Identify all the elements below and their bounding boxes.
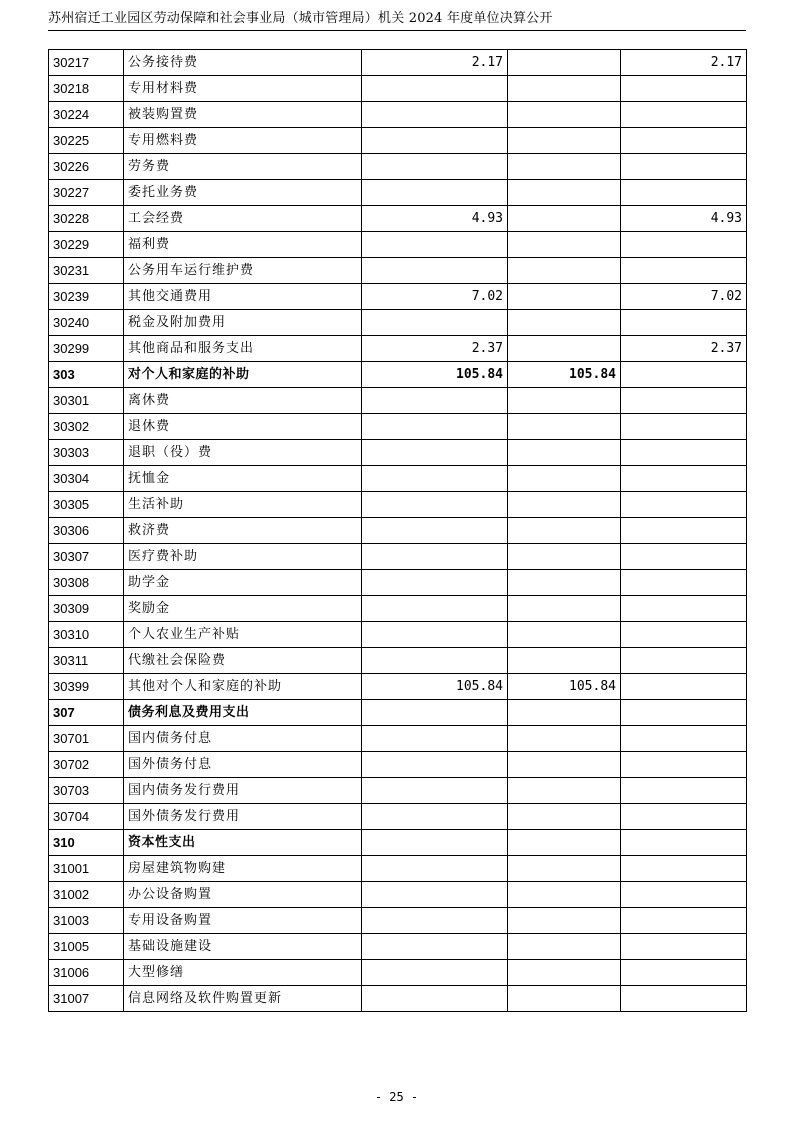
row-code-cell: 303 xyxy=(49,362,124,388)
row-amount-project-cell xyxy=(621,986,747,1012)
row-name-cell: 助学金 xyxy=(124,570,362,596)
row-amount-project-cell xyxy=(621,726,747,752)
row-amount-basic-cell xyxy=(508,388,621,414)
row-amount-total-cell xyxy=(362,908,508,934)
row-amount-basic-cell xyxy=(508,544,621,570)
row-amount-basic-cell xyxy=(508,492,621,518)
row-amount-total-cell: 2.17 xyxy=(362,50,508,76)
row-name-cell: 大型修缮 xyxy=(124,960,362,986)
row-amount-project-cell xyxy=(621,440,747,466)
row-amount-project-cell xyxy=(621,622,747,648)
row-name-cell: 离休费 xyxy=(124,388,362,414)
row-amount-total-cell xyxy=(362,882,508,908)
row-amount-total-cell xyxy=(362,778,508,804)
row-amount-basic-cell xyxy=(508,128,621,154)
row-amount-basic-cell xyxy=(508,76,621,102)
row-amount-total-cell xyxy=(362,492,508,518)
row-name-cell: 国内债务发行费用 xyxy=(124,778,362,804)
table-row xyxy=(49,934,747,960)
row-amount-basic-cell xyxy=(508,440,621,466)
expenditure-table xyxy=(48,49,747,1012)
row-amount-project-cell xyxy=(621,388,747,414)
row-amount-project-cell xyxy=(621,258,747,284)
row-amount-basic-cell xyxy=(508,284,621,310)
row-amount-project-cell: 7.02 xyxy=(621,284,747,310)
row-amount-project-cell xyxy=(621,804,747,830)
row-amount-project-cell xyxy=(621,414,747,440)
row-code-cell: 30303 xyxy=(49,440,124,466)
table-row xyxy=(49,648,747,674)
row-name-cell: 劳务费 xyxy=(124,154,362,180)
row-amount-project-cell xyxy=(621,778,747,804)
row-amount-total-cell xyxy=(362,856,508,882)
row-amount-basic-cell xyxy=(508,180,621,206)
table-row xyxy=(49,622,747,648)
table-row xyxy=(49,336,747,362)
table-row xyxy=(49,440,747,466)
row-amount-total-cell xyxy=(362,934,508,960)
row-name-cell: 房屋建筑物购建 xyxy=(124,856,362,882)
row-code-cell: 31006 xyxy=(49,960,124,986)
table-row xyxy=(49,76,747,102)
row-amount-basic-cell xyxy=(508,778,621,804)
row-amount-basic-cell xyxy=(508,596,621,622)
row-amount-project-cell xyxy=(621,128,747,154)
table-row xyxy=(49,50,747,76)
row-amount-project-cell xyxy=(621,700,747,726)
row-amount-total-cell xyxy=(362,440,508,466)
table-row xyxy=(49,752,747,778)
row-code-cell: 30217 xyxy=(49,50,124,76)
row-name-cell: 退职（役）费 xyxy=(124,440,362,466)
row-name-cell: 退休费 xyxy=(124,414,362,440)
header-rule xyxy=(48,30,746,31)
row-amount-project-cell xyxy=(621,76,747,102)
row-name-cell: 医疗费补助 xyxy=(124,544,362,570)
row-name-cell: 抚恤金 xyxy=(124,466,362,492)
row-code-cell: 30218 xyxy=(49,76,124,102)
row-name-cell: 其他商品和服务支出 xyxy=(124,336,362,362)
row-amount-basic-cell xyxy=(508,622,621,648)
row-amount-project-cell xyxy=(621,492,747,518)
row-code-cell: 30701 xyxy=(49,726,124,752)
row-code-cell: 31001 xyxy=(49,856,124,882)
row-amount-total-cell xyxy=(362,388,508,414)
row-amount-project-cell xyxy=(621,570,747,596)
row-name-cell: 专用材料费 xyxy=(124,76,362,102)
row-amount-project-cell: 4.93 xyxy=(621,206,747,232)
table-row xyxy=(49,726,747,752)
table-row xyxy=(49,544,747,570)
row-amount-project-cell xyxy=(621,310,747,336)
row-code-cell: 30308 xyxy=(49,570,124,596)
row-amount-project-cell xyxy=(621,544,747,570)
row-amount-total-cell xyxy=(362,622,508,648)
table-row xyxy=(49,908,747,934)
row-code-cell: 30304 xyxy=(49,466,124,492)
row-amount-basic-cell xyxy=(508,336,621,362)
row-name-cell: 债务利息及费用支出 xyxy=(124,700,362,726)
row-amount-total-cell: 4.93 xyxy=(362,206,508,232)
table-row xyxy=(49,180,747,206)
row-name-cell: 公务用车运行维护费 xyxy=(124,258,362,284)
row-amount-total-cell xyxy=(362,960,508,986)
row-amount-total-cell xyxy=(362,180,508,206)
row-code-cell: 30240 xyxy=(49,310,124,336)
row-code-cell: 30704 xyxy=(49,804,124,830)
row-name-cell: 生活补助 xyxy=(124,492,362,518)
row-code-cell: 307 xyxy=(49,700,124,726)
row-amount-total-cell xyxy=(362,570,508,596)
row-name-cell: 信息网络及软件购置更新 xyxy=(124,986,362,1012)
table-row xyxy=(49,882,747,908)
row-amount-total-cell: 2.37 xyxy=(362,336,508,362)
row-amount-basic-cell xyxy=(508,908,621,934)
row-code-cell: 30224 xyxy=(49,102,124,128)
row-code-cell: 31002 xyxy=(49,882,124,908)
row-amount-total-cell xyxy=(362,804,508,830)
row-amount-total-cell xyxy=(362,700,508,726)
row-amount-total-cell xyxy=(362,544,508,570)
row-amount-project-cell xyxy=(621,648,747,674)
row-code-cell: 31007 xyxy=(49,986,124,1012)
row-code-cell: 30228 xyxy=(49,206,124,232)
row-amount-total-cell xyxy=(362,466,508,492)
row-amount-total-cell xyxy=(362,310,508,336)
row-name-cell: 办公设备购置 xyxy=(124,882,362,908)
table-row xyxy=(49,232,747,258)
row-name-cell: 基础设施建设 xyxy=(124,934,362,960)
table-row xyxy=(49,284,747,310)
row-amount-total-cell xyxy=(362,102,508,128)
row-amount-total-cell xyxy=(362,232,508,258)
row-amount-project-cell xyxy=(621,934,747,960)
row-code-cell: 30703 xyxy=(49,778,124,804)
row-name-cell: 资本性支出 xyxy=(124,830,362,856)
row-amount-total-cell xyxy=(362,986,508,1012)
row-name-cell: 福利费 xyxy=(124,232,362,258)
row-amount-project-cell xyxy=(621,232,747,258)
row-code-cell: 30307 xyxy=(49,544,124,570)
row-code-cell: 30305 xyxy=(49,492,124,518)
row-amount-total-cell xyxy=(362,414,508,440)
row-code-cell: 30399 xyxy=(49,674,124,700)
table-row xyxy=(49,414,747,440)
row-code-cell: 31003 xyxy=(49,908,124,934)
table-row xyxy=(49,466,747,492)
table-row xyxy=(49,518,747,544)
row-code-cell: 30299 xyxy=(49,336,124,362)
row-code-cell: 30225 xyxy=(49,128,124,154)
row-amount-project-cell xyxy=(621,362,747,388)
row-amount-basic-cell xyxy=(508,466,621,492)
row-name-cell: 公务接待费 xyxy=(124,50,362,76)
row-amount-project-cell xyxy=(621,466,747,492)
row-name-cell: 委托业务费 xyxy=(124,180,362,206)
row-amount-basic-cell xyxy=(508,648,621,674)
row-name-cell: 被装购置费 xyxy=(124,102,362,128)
row-amount-basic-cell xyxy=(508,232,621,258)
table-group-row xyxy=(49,362,747,388)
row-amount-total-cell xyxy=(362,154,508,180)
row-name-cell: 工会经费 xyxy=(124,206,362,232)
table-row xyxy=(49,128,747,154)
table-row xyxy=(49,804,747,830)
row-name-cell: 税金及附加费用 xyxy=(124,310,362,336)
table-row xyxy=(49,388,747,414)
row-code-cell: 30302 xyxy=(49,414,124,440)
row-amount-project-cell xyxy=(621,882,747,908)
row-amount-total-cell xyxy=(362,726,508,752)
row-name-cell: 国外债务发行费用 xyxy=(124,804,362,830)
document-header-title: 苏州宿迁工业园区劳动保障和社会事业局（城市管理局）机关 2024 年度单位决算公开 xyxy=(48,11,553,26)
row-code-cell: 30227 xyxy=(49,180,124,206)
row-amount-basic-cell: 105.84 xyxy=(508,674,621,700)
table-group-row xyxy=(49,830,747,856)
table-row xyxy=(49,492,747,518)
row-name-cell: 国内债务付息 xyxy=(124,726,362,752)
table-row xyxy=(49,154,747,180)
row-amount-total-cell xyxy=(362,76,508,102)
expenditure-table-body xyxy=(49,50,747,1012)
row-amount-total-cell xyxy=(362,596,508,622)
row-amount-total-cell xyxy=(362,830,508,856)
row-amount-project-cell xyxy=(621,752,747,778)
row-amount-basic-cell xyxy=(508,570,621,596)
row-name-cell: 国外债务付息 xyxy=(124,752,362,778)
row-amount-basic-cell xyxy=(508,518,621,544)
row-amount-basic-cell xyxy=(508,414,621,440)
row-amount-basic-cell xyxy=(508,934,621,960)
row-name-cell: 其他对个人和家庭的补助 xyxy=(124,674,362,700)
row-amount-total-cell: 105.84 xyxy=(362,674,508,700)
row-amount-basic-cell: 105.84 xyxy=(508,362,621,388)
table-row xyxy=(49,986,747,1012)
row-amount-basic-cell xyxy=(508,882,621,908)
row-amount-project-cell xyxy=(621,180,747,206)
row-amount-basic-cell xyxy=(508,726,621,752)
table-row xyxy=(49,674,747,700)
row-amount-basic-cell xyxy=(508,752,621,778)
row-code-cell: 30229 xyxy=(49,232,124,258)
row-amount-basic-cell xyxy=(508,700,621,726)
table-row xyxy=(49,310,747,336)
row-amount-project-cell xyxy=(621,102,747,128)
row-amount-basic-cell xyxy=(508,258,621,284)
row-amount-basic-cell xyxy=(508,986,621,1012)
row-code-cell: 30231 xyxy=(49,258,124,284)
row-amount-total-cell xyxy=(362,128,508,154)
table-row xyxy=(49,206,747,232)
table-row xyxy=(49,960,747,986)
row-amount-total-cell xyxy=(362,258,508,284)
table-row xyxy=(49,778,747,804)
row-amount-project-cell xyxy=(621,518,747,544)
row-name-cell: 个人农业生产补贴 xyxy=(124,622,362,648)
row-amount-project-cell xyxy=(621,960,747,986)
row-name-cell: 专用设备购置 xyxy=(124,908,362,934)
row-amount-project-cell xyxy=(621,154,747,180)
row-name-cell: 代缴社会保险费 xyxy=(124,648,362,674)
row-amount-project-cell xyxy=(621,596,747,622)
row-name-cell: 救济费 xyxy=(124,518,362,544)
row-amount-basic-cell xyxy=(508,310,621,336)
row-code-cell: 30306 xyxy=(49,518,124,544)
table-row xyxy=(49,856,747,882)
page-number: - 25 - xyxy=(374,1090,419,1104)
row-code-cell: 310 xyxy=(49,830,124,856)
row-amount-total-cell xyxy=(362,752,508,778)
row-name-cell: 奖励金 xyxy=(124,596,362,622)
table-row xyxy=(49,258,747,284)
row-amount-basic-cell xyxy=(508,102,621,128)
row-amount-project-cell: 2.17 xyxy=(621,50,747,76)
table-row xyxy=(49,570,747,596)
row-code-cell: 30702 xyxy=(49,752,124,778)
row-amount-project-cell: 2.37 xyxy=(621,336,747,362)
row-name-cell: 对个人和家庭的补助 xyxy=(124,362,362,388)
row-code-cell: 30309 xyxy=(49,596,124,622)
row-amount-basic-cell xyxy=(508,830,621,856)
row-name-cell: 专用燃料费 xyxy=(124,128,362,154)
table-row xyxy=(49,596,747,622)
row-amount-project-cell xyxy=(621,830,747,856)
table-row xyxy=(49,102,747,128)
table-group-row xyxy=(49,700,747,726)
row-code-cell: 30301 xyxy=(49,388,124,414)
row-code-cell: 30311 xyxy=(49,648,124,674)
row-amount-basic-cell xyxy=(508,50,621,76)
row-amount-basic-cell xyxy=(508,856,621,882)
row-amount-project-cell xyxy=(621,674,747,700)
row-amount-total-cell xyxy=(362,648,508,674)
row-amount-basic-cell xyxy=(508,154,621,180)
row-amount-total-cell xyxy=(362,518,508,544)
row-code-cell: 30310 xyxy=(49,622,124,648)
row-amount-total-cell: 7.02 xyxy=(362,284,508,310)
row-amount-project-cell xyxy=(621,856,747,882)
row-amount-basic-cell xyxy=(508,804,621,830)
row-amount-project-cell xyxy=(621,908,747,934)
row-code-cell: 30226 xyxy=(49,154,124,180)
row-amount-total-cell: 105.84 xyxy=(362,362,508,388)
row-amount-basic-cell xyxy=(508,206,621,232)
row-name-cell: 其他交通费用 xyxy=(124,284,362,310)
row-amount-basic-cell xyxy=(508,960,621,986)
row-code-cell: 31005 xyxy=(49,934,124,960)
row-code-cell: 30239 xyxy=(49,284,124,310)
